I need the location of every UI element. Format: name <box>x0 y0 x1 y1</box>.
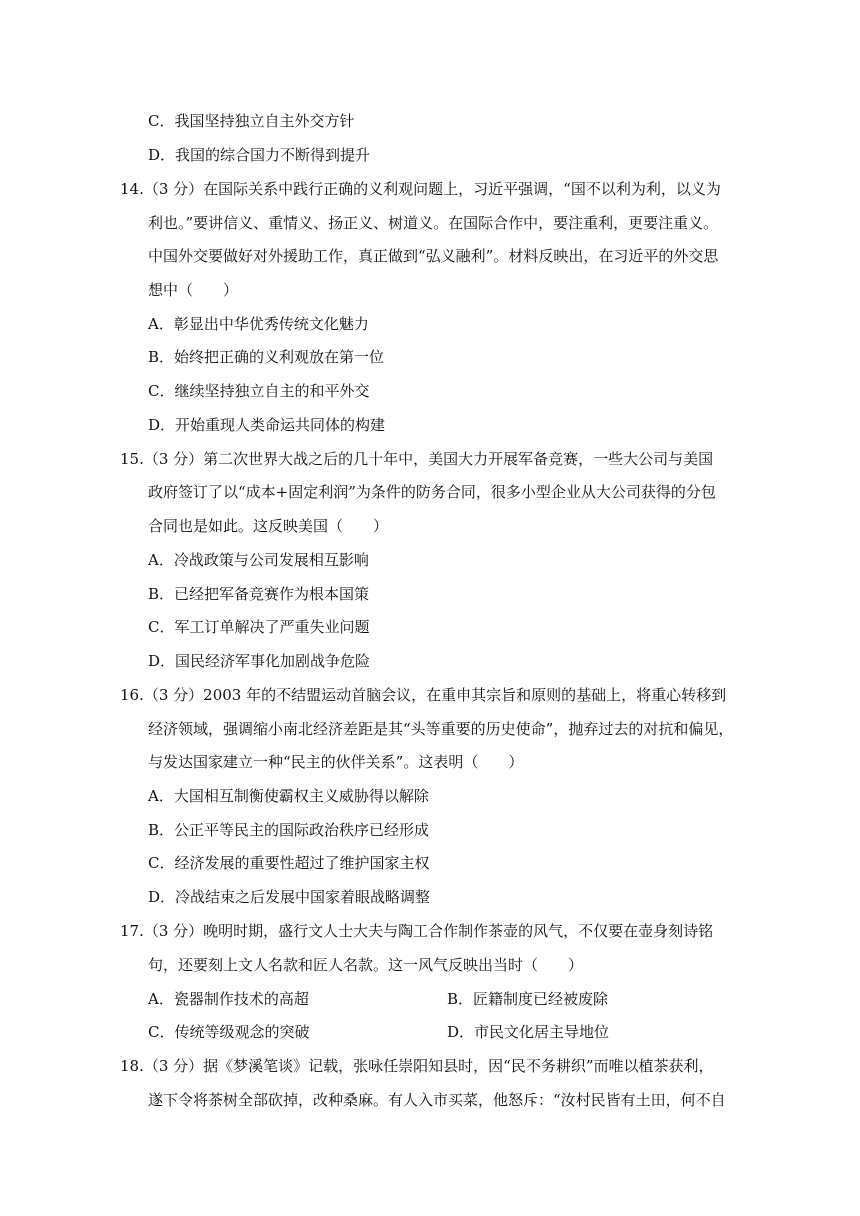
q17-stem-line-1: 17.（3 分）晚明时期，盛行文人士大夫与陶工合作制作茶壶的风气，不仅要在壶身刻诗铭 <box>120 922 714 940</box>
q14-option-a: A．彰显出中华优秀传统文化魅力 <box>148 315 369 333</box>
q14-stem-line-4: 想中（ ） <box>148 281 239 299</box>
q17-option-b: B．匠籍制度已经被废除 <box>447 990 609 1008</box>
q16-option-d: D．冷战结束之后发展中国家着眼战略调整 <box>148 888 431 906</box>
q17-option-a: A．瓷器制作技术的高超 <box>148 990 309 1008</box>
q14-option-d: D．开始重现人类命运共同体的构建 <box>148 416 386 434</box>
q15-option-b: B．已经把军备竞赛作为根本国策 <box>148 585 370 603</box>
q15-option-c: C．军工订单解决了严重失业问题 <box>148 618 370 636</box>
q15-stem-line-2: 政府签订了以“成本+固定利润”为条件的防务合同，很多小型企业从大公司获得的分包 <box>148 483 716 501</box>
q13-option-d: D．我国的综合国力不断得到提升 <box>148 146 371 164</box>
q14-option-c: C．继续坚持独立自主的和平外交 <box>148 382 370 400</box>
q14-option-b: B．始终把正确的义利观放在第一位 <box>148 348 385 366</box>
q15-option-a: A．冷战政策与公司发展相互影响 <box>148 551 369 569</box>
q16-option-c: C．经济发展的重要性超过了维护国家主权 <box>148 854 430 872</box>
q15-stem-line-1: 15.（3 分）第二次世界大战之后的几十年中，美国大力开展军备竞赛，一些大公司与美国 <box>120 450 714 468</box>
q13-option-c: C．我国坚持独立自主外交方针 <box>148 112 355 130</box>
q16-option-a: A．大国相互制衡使霸权主义威胁得以解除 <box>148 787 429 805</box>
q18-stem-line-1: 18.（3 分）据《梦溪笔谈》记载，张咏任崇阳知县时，因“民不务耕织”而唯以植茶获利， <box>120 1057 714 1075</box>
q16-stem-line-2: 经济领域，强调缩小南北经济差距是其“头等重要的历史使命”，抛弃过去的对抗和偏见， <box>148 720 734 738</box>
q17-option-d: D．市民文化居主导地位 <box>447 1023 610 1041</box>
q17-option-c: C．传统等级观念的突破 <box>148 1023 310 1041</box>
q15-stem-line-3: 合同也是如此。这反映美国（ ） <box>148 517 389 535</box>
q17-stem-line-2: 句，还要刻上文人名款和匠人名款。这一风气反映出当时（ ） <box>148 956 584 974</box>
q18-stem-line-2: 遂下令将茶树全部砍掉，改种桑麻。有人入市买菜，他怒斥：“汝村民皆有土田，何不自 <box>148 1091 726 1109</box>
q14-stem-line-3: 中国外交要做好对外援助工作，真正做到“弘义融利”。材料反映出，在习近平的外交思 <box>148 247 719 265</box>
q16-stem-line-1: 16.（3 分）2003 年的不结盟运动首脑会议，在重申其宗旨和原则的基础上，将重心转移到 <box>120 686 727 704</box>
q15-option-d: D．国民经济军事化加剧战争危险 <box>148 652 371 670</box>
q16-stem-line-3: 与发达国家建立一种“民主的伙伴关系”。这表明（ ） <box>148 753 524 771</box>
q14-stem-line-1: 14.（3 分）在国际关系中践行正确的义利观问题上，习近平强调，“国不以利为利，以义为 <box>120 180 721 198</box>
q14-stem-line-2: 利也。”要讲信义、重情义、扬正义、树道义。在国际合作中，要注重利，更要注重义。 <box>148 214 719 232</box>
q16-option-b: B．公正平等民主的国际政治秩序已经形成 <box>148 821 430 839</box>
